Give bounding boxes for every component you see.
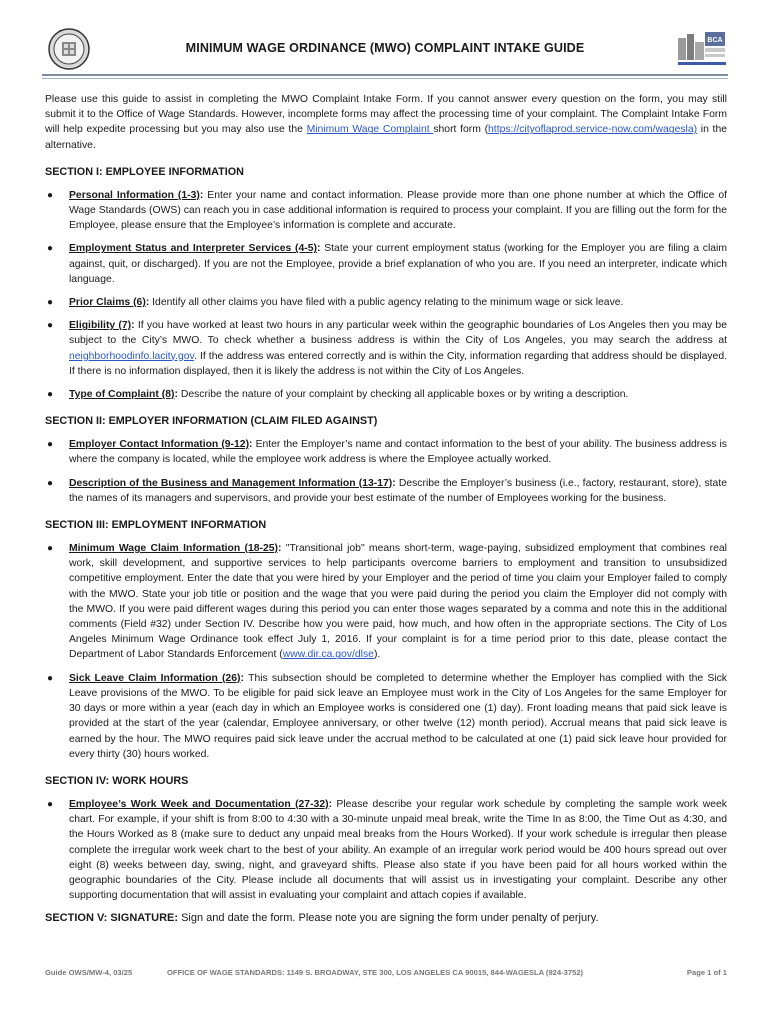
bullet-icon: ● <box>47 672 54 684</box>
bullet-icon: ● <box>47 798 54 810</box>
footer-page-number: Page 1 of 1 <box>686 968 727 977</box>
item-colon: : <box>249 439 256 451</box>
intro-text-mid: short form ( <box>433 124 489 136</box>
footer-form-id: Guide OWS/MW-4, 03/25 <box>45 968 133 977</box>
bullet-icon: ● <box>47 389 54 401</box>
minimum-wage-complaint-link[interactable]: Minimum Wage Complaint <box>306 124 434 136</box>
list-item <box>45 318 727 379</box>
item-text-after: . If the address was entered correctly and is within the City, information regarding that address should be displayed. If there is no information displayed, then it is likely the address is not within the City of Los Angeles. <box>69 350 727 377</box>
item-lead: Personal Information (1-3) <box>69 189 200 201</box>
item-lead: Description of the Business and Management Information (13-17) <box>69 477 393 489</box>
item-colon: : <box>278 543 286 555</box>
list-item <box>45 541 727 663</box>
list-item <box>45 241 727 287</box>
item-text: Describe the Employer’s business (i.e., factory, restaurant, store), state the names of its managers and supervisors, and provide your best estimate of the number of Employees working for the business. <box>69 477 727 504</box>
short-form-url-link[interactable]: https://cityoflaprod.service-now.com/wagesla) <box>488 124 698 136</box>
list-item <box>45 188 727 234</box>
item-text: State your current employment status (working for the Employer you are filing a claim against, quit, or discharged). If you are not the Employee, provide a brief explanation of who you are. If you need an interpreter, indicate which language. <box>69 243 727 285</box>
item-colon: : <box>392 477 399 489</box>
section-heading: SECTION I: EMPLOYEE INFORMATION <box>45 165 244 178</box>
item-text-after: ). <box>373 649 381 661</box>
item-text: If you have worked at least two hours in any particular week within the geographic boundaries of Los Angeles then you may be subject to the City’s MWO. To check whether a business address is within the City of Los Angeles, you may search the address at <box>69 320 727 347</box>
section-list <box>45 541 727 762</box>
item-colon: : <box>240 672 249 684</box>
section-heading: SECTION III: EMPLOYMENT INFORMATION <box>45 519 267 532</box>
list-item <box>45 295 727 310</box>
item-colon: : <box>131 320 138 332</box>
document-body <box>45 92 727 927</box>
item-lead: Sick Leave Claim Information (26) <box>69 672 241 684</box>
intro-text-end: in the alternative. <box>45 124 727 151</box>
item-lead: Prior Claims (6) <box>69 297 146 309</box>
section-heading: SECTION IV: WORK HOURS <box>45 774 189 787</box>
section-list <box>45 437 727 506</box>
bullet-icon: ● <box>47 439 54 451</box>
bca-logo-icon <box>676 30 728 68</box>
intro-text: Please use this guide to assist in completing the MWO Complaint Intake Form. If you cannot answer every question on the form, you may still submit it to the Office of Wage Standards. However, incomplete forms may affect the processing time of your complaint. The Complaint Intake Form will help expedite processing but you may also use the <box>45 94 727 136</box>
item-link[interactable]: neighborhoodinfo.lacity.gov <box>69 350 194 362</box>
page-title: MINIMUM WAGE ORDINANCE (MWO) COMPLAINT INTAKE GUIDE <box>185 41 585 55</box>
bullet-icon: ● <box>47 297 54 309</box>
item-lead: Minimum Wage Claim Information (18-25) <box>69 543 279 555</box>
item-colon: : <box>145 297 153 309</box>
item-link[interactable]: www.dir.ca.gov/dlse <box>282 649 374 661</box>
item-colon: : <box>328 798 337 810</box>
bullet-icon: ● <box>47 189 54 201</box>
signature-text: Sign and date the form. Please note you are signing the form under penalty of perjury. <box>178 912 599 925</box>
section-list <box>45 188 727 402</box>
item-lead: Employer Contact Information (9-12) <box>69 439 250 451</box>
intro-paragraph <box>45 92 727 153</box>
item-lead: Employment Status and Interpreter Services (4-5) <box>69 243 317 255</box>
item-text: Please describe your regular work schedule by completing the sample work week chart. For example, if your shift is from 8:00 to 4:30 with a 30-minute unpaid meal break, write the Time In as 8:00, the Time Out as 4:30, and the Hours Worked as 8 (make sure to deduct any unpaid meal breaks from the Hours Worked). If your work schedule is irregular then please complete the irregular work week chart to the best of your ability. An example of an irregular work period would be 400 hours spread out over eight (8) weeks between day, swing, night, and graveyard shifts. Please also state if you have been paid for all hours worked within the geographic boundaries of the City. Please include all documents that will assist us in investigating your complaint. Describe any other supporting documentation that will assist in evaluating your complaint and attach copies if available. <box>69 798 727 902</box>
bullet-icon: ● <box>47 477 54 489</box>
section-heading: SECTION II: EMPLOYER INFORMATION (CLAIM FILED AGAINST) <box>45 415 378 428</box>
item-text: Describe the nature of your complaint by checking all applicable boxes or by writing a description. <box>180 389 629 401</box>
header-rule-thin <box>42 78 728 79</box>
item-colon: : <box>174 389 181 401</box>
item-text: Enter the Employer’s name and contact information to the best of your ability. The business address is where the company is located, while the employee work address is where the Employee actually worked. <box>69 439 727 466</box>
sections-container <box>45 165 727 904</box>
list-item <box>45 387 727 402</box>
signature-heading: SECTION V: SIGNATURE: <box>45 912 179 925</box>
item-lead: Employee’s Work Week and Documentation (27-32) <box>69 798 329 810</box>
list-item <box>45 671 727 762</box>
signature-section <box>45 911 727 926</box>
item-lead: Eligibility (7) <box>69 320 132 332</box>
item-text: Identify all other claims you have filed with a public agency relating to the minimum wage or sick leave. <box>152 297 624 309</box>
list-item <box>45 797 727 903</box>
bullet-icon: ● <box>47 320 54 332</box>
item-colon: : <box>317 243 325 255</box>
list-item <box>45 476 727 506</box>
item-text: Enter your name and contact information. Please provide more than one phone number at which the Office of Wage Standards (OWS) can reach you in case additional information is required to process your complaint. If you are filling out the form for the Employee, please ensure that the Employee’s information is complete and accurate. <box>69 189 727 232</box>
footer-address: OFFICE OF WAGE STANDARDS: 1149 S. BROADWAY, STE 300, LOS ANGELES CA 90015, 844-WAGESLA (924-3752) <box>167 968 584 977</box>
bullet-icon: ● <box>47 243 54 255</box>
item-lead: Type of Complaint (8) <box>69 389 175 401</box>
item-colon: : <box>199 189 208 201</box>
list-item <box>45 437 727 467</box>
page-header <box>42 24 728 78</box>
header-rule <box>42 74 728 76</box>
section-list <box>45 797 727 903</box>
item-text: "Transitional job" means short-term, wage-paying, subsidized employment that combines real work, skill development, and supportive services to help participants overcome barriers to employment and transition to unsubsidized competitive employment. Enter the date that you were hired by your Employer and the period of time you claim your Employer failed to comply with the MWO. State your job title or position and the wage that you were paid during the period you claim the Employer did not comply with the MWO. If you were paid different wages during this period you can enter those wages separated by a comma and note this in the additional comments (Field #32) under Section IV. Describe how you were paid, how much, and how often in the appropriate sections. The City of Los Angeles Minimum Wage Ordinance took effect July 1, 2016. If your complaint is for a time period prior to this date, please contact the Department of Labor Standards Enforcement ( <box>69 543 727 661</box>
bullet-icon: ● <box>47 543 54 555</box>
item-text: This subsection should be completed to determine whether the Employer has complied with the Sick Leave provisions of the MWO. To be eligible for paid sick leave an Employee must work in the City of Los Angeles for the same Employer for 30 days or more within a year (each day in which an Employee works is considered one (1) day). Front loading means that paid sick leave is provided at the start of the year (calendar, Employee anniversary, or other twelve (12) month period). Accrual means that paid sick leave is earned by the hour. The MWO requires paid sick leave under the accrual method to be calculated at one (1) paid sick leave hour provided for every thirty (30) hours worked. <box>69 672 727 760</box>
logo-text: BCA <box>707 37 723 44</box>
